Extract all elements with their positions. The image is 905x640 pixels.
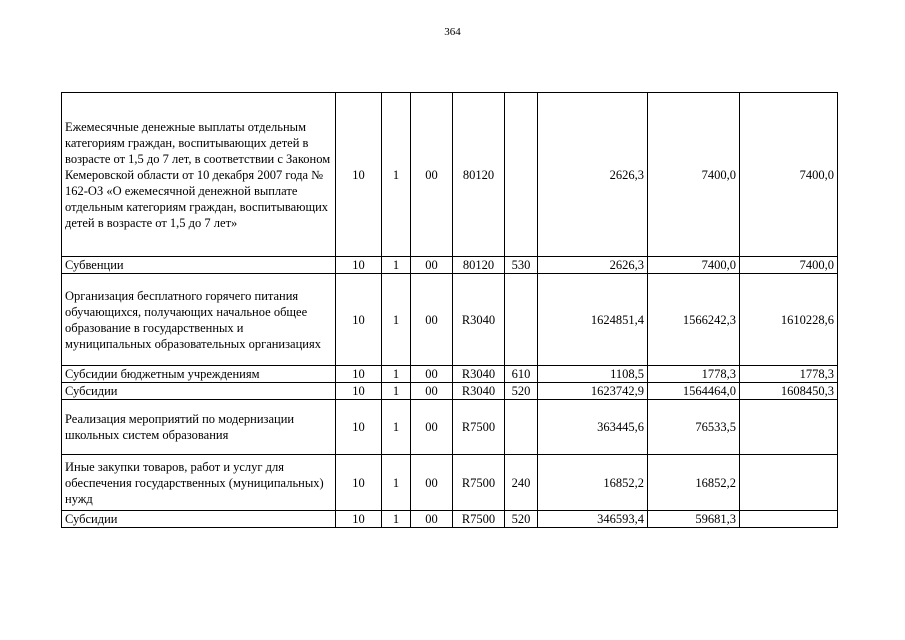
row-vid: 610: [505, 366, 538, 383]
table-row: [62, 383, 838, 400]
row-value-3: [740, 400, 838, 455]
table-row: [62, 274, 838, 366]
row-vid: 520: [505, 383, 538, 400]
row-podrazdel: 1: [382, 274, 411, 366]
row-value-2: 1778,3: [648, 366, 740, 383]
row-podrazdel: 1: [382, 400, 411, 455]
row-program: 00: [411, 383, 453, 400]
row-value-2: 76533,5: [648, 400, 740, 455]
row-razdel: 10: [336, 93, 382, 257]
row-name: Организация бесплатного горячего питания обучающихся, получающих начальное общее образование в государственных и муниципальных образовательных организациях: [62, 274, 336, 366]
table-row: [62, 400, 838, 455]
row-value-1: 1624851,4: [538, 274, 648, 366]
row-code: R7500: [453, 400, 505, 455]
row-value-1: 2626,3: [538, 257, 648, 274]
row-podrazdel: 1: [382, 455, 411, 511]
row-value-3: 7400,0: [740, 257, 838, 274]
row-code: R3040: [453, 383, 505, 400]
row-value-3: 1610228,6: [740, 274, 838, 366]
row-vid: 240: [505, 455, 538, 511]
row-program: 00: [411, 366, 453, 383]
row-code: 80120: [453, 257, 505, 274]
row-name: Ежемесячные денежные выплаты отдельным категориям граждан, воспитывающих детей в возрасте от 1,5 до 7 лет, в соответствии с Законом Кемеровской области от 10 декабря 2007 года № 162-ОЗ «О ежемесячной денежной выплате отдельным категориям граждан, воспитывающих детей в возрасте от 1,5 до 7 лет»: [62, 93, 336, 257]
row-value-3: 7400,0: [740, 93, 838, 257]
row-podrazdel: 1: [382, 93, 411, 257]
row-value-3: [740, 511, 838, 528]
row-value-3: [740, 455, 838, 511]
row-name: Субвенции: [62, 257, 336, 274]
row-podrazdel: 1: [382, 383, 411, 400]
row-value-3: 1778,3: [740, 366, 838, 383]
row-code: R7500: [453, 455, 505, 511]
table-row: [62, 366, 838, 383]
row-code: R3040: [453, 366, 505, 383]
row-value-1: 346593,4: [538, 511, 648, 528]
table-row: [62, 511, 838, 528]
row-value-1: 1108,5: [538, 366, 648, 383]
row-program: 00: [411, 93, 453, 257]
row-razdel: 10: [336, 274, 382, 366]
row-program: 00: [411, 400, 453, 455]
row-name: Реализация мероприятий по модернизации школьных систем образования: [62, 400, 336, 455]
row-vid: [505, 274, 538, 366]
table-row: [62, 257, 838, 274]
row-razdel: 10: [336, 383, 382, 400]
row-program: 00: [411, 511, 453, 528]
row-value-2: 7400,0: [648, 93, 740, 257]
row-value-2: 1564464,0: [648, 383, 740, 400]
row-program: 00: [411, 455, 453, 511]
row-name: Субсидии: [62, 511, 336, 528]
row-name: Иные закупки товаров, работ и услуг для обеспечения государственных (муниципальных) нужд: [62, 455, 336, 511]
row-vid: [505, 400, 538, 455]
page-number: 364: [444, 26, 461, 38]
row-program: 00: [411, 257, 453, 274]
row-value-2: 16852,2: [648, 455, 740, 511]
row-vid: 520: [505, 511, 538, 528]
row-vid: 530: [505, 257, 538, 274]
row-code: R3040: [453, 274, 505, 366]
table-row: [62, 93, 838, 257]
row-code: R7500: [453, 511, 505, 528]
row-podrazdel: 1: [382, 511, 411, 528]
row-value-2: 59681,3: [648, 511, 740, 528]
row-podrazdel: 1: [382, 366, 411, 383]
row-razdel: 10: [336, 366, 382, 383]
row-value-3: 1608450,3: [740, 383, 838, 400]
row-vid: [505, 93, 538, 257]
table-row: [62, 455, 838, 511]
budget-table: [61, 92, 838, 528]
row-value-1: 1623742,9: [538, 383, 648, 400]
row-value-2: 7400,0: [648, 257, 740, 274]
row-razdel: 10: [336, 511, 382, 528]
row-razdel: 10: [336, 400, 382, 455]
row-razdel: 10: [336, 257, 382, 274]
row-value-1: 2626,3: [538, 93, 648, 257]
row-podrazdel: 1: [382, 257, 411, 274]
row-code: 80120: [453, 93, 505, 257]
row-value-2: 1566242,3: [648, 274, 740, 366]
row-name: Субсидии: [62, 383, 336, 400]
row-value-1: 16852,2: [538, 455, 648, 511]
row-razdel: 10: [336, 455, 382, 511]
row-name: Субсидии бюджетным учреждениям: [62, 366, 336, 383]
row-value-1: 363445,6: [538, 400, 648, 455]
row-program: 00: [411, 274, 453, 366]
